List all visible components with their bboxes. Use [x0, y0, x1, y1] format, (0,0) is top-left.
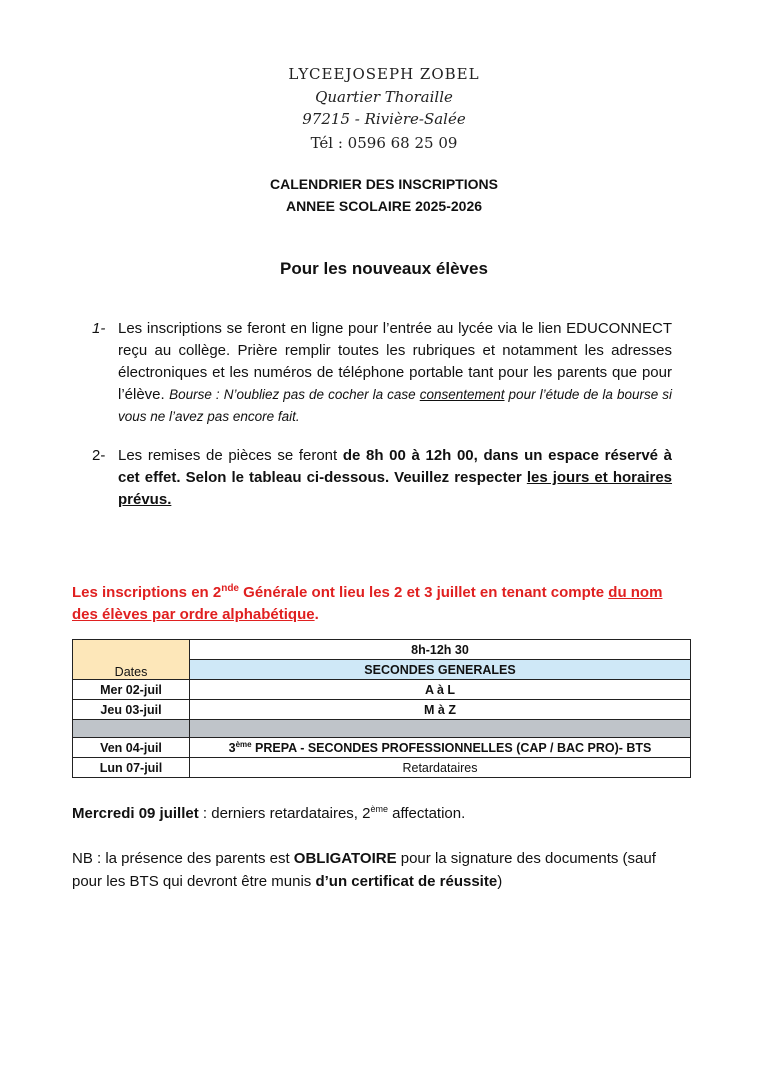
item-text: Les inscriptions se feront en ligne pour l’entrée au lycée via le lien EDUCONNECT reçu au collège. Prière remplir toutes les rubriques et notamment les adresses électroniques et les numéros de téléphone portable tant pour les parents que pour l’élève.: [118, 320, 672, 403]
row-day: Jeu 03-juil: [73, 700, 190, 720]
table-row: [73, 758, 691, 778]
table-row: [73, 700, 691, 720]
hours-header: 8h-12h 30: [190, 640, 691, 660]
item-number: 2-: [92, 447, 106, 464]
table-row: [73, 738, 691, 758]
stamp-district: Quartier Thoraille: [315, 88, 453, 106]
category-header: SECONDES GENERALES: [190, 660, 691, 680]
stamp-school-name: LYCEEJOSEPH ZOBEL: [288, 65, 480, 83]
dates-header: Dates: [73, 640, 190, 680]
row-value: 3ème PREPA - SECONDES PROFESSIONNELLES (CAP / BAC PRO)- BTS: [190, 738, 691, 758]
item-text: Les remises de pièces se feront: [118, 447, 338, 464]
stamp-phone: Tél : 0596 68 25 09: [310, 134, 458, 152]
late-registration-note: Mercredi 09 juillet : derniers retardataires, 2ème affectation.: [72, 804, 466, 822]
seconde-generale-note: Les inscriptions en 2nde Générale ont lieu les 2 et 3 juillet en tenant compte du nom des élèves par ordre alphabétique.: [72, 583, 663, 623]
row-day: Mer 02-juil: [73, 680, 190, 700]
row-value: Retardataires: [190, 758, 691, 778]
bourse-note: Bourse : N’oubliez pas de cocher la case consentement pour l’étude de la bourse si vous ne l’avez pas encore fait.: [118, 387, 672, 424]
row-day: Lun 07-juil: [73, 758, 190, 778]
item-text-underlined: les jours et horaires prévus.: [118, 469, 673, 508]
instruction-item-1: [92, 318, 672, 428]
separator-row: [73, 720, 691, 738]
row-value: M à Z: [190, 700, 691, 720]
separator-cell: [73, 720, 190, 738]
instruction-item-2: [92, 445, 672, 511]
table-row: [73, 680, 691, 700]
nb-note: NB : la présence des parents est OBLIGATOIRE pour la signature des documents (sauf pour les BTS qui devront être munis d’un certificat de réussite): [72, 850, 656, 890]
row-day: Ven 04-juil: [73, 738, 190, 758]
stamp-postcode-city: 97215 - Rivière-Salée: [302, 110, 466, 128]
schedule-table: [72, 639, 691, 778]
consentement-label: consentement: [419, 387, 505, 402]
row-value: A à L: [190, 680, 691, 700]
section-subtitle: Pour les nouveaux élèves: [280, 259, 488, 278]
school-year: ANNEE SCOLAIRE 2025-2026: [285, 198, 483, 214]
document-title: CALENDRIER DES INSCRIPTIONS: [270, 176, 498, 192]
separator-cell: [190, 720, 691, 738]
item-text-bold: de 8h 00 à 12h 00, dans un espace réservé à cet effet. Selon le tableau ci-dessous. Veuillez respecter: [118, 447, 672, 486]
item-number: 1-: [92, 320, 106, 337]
